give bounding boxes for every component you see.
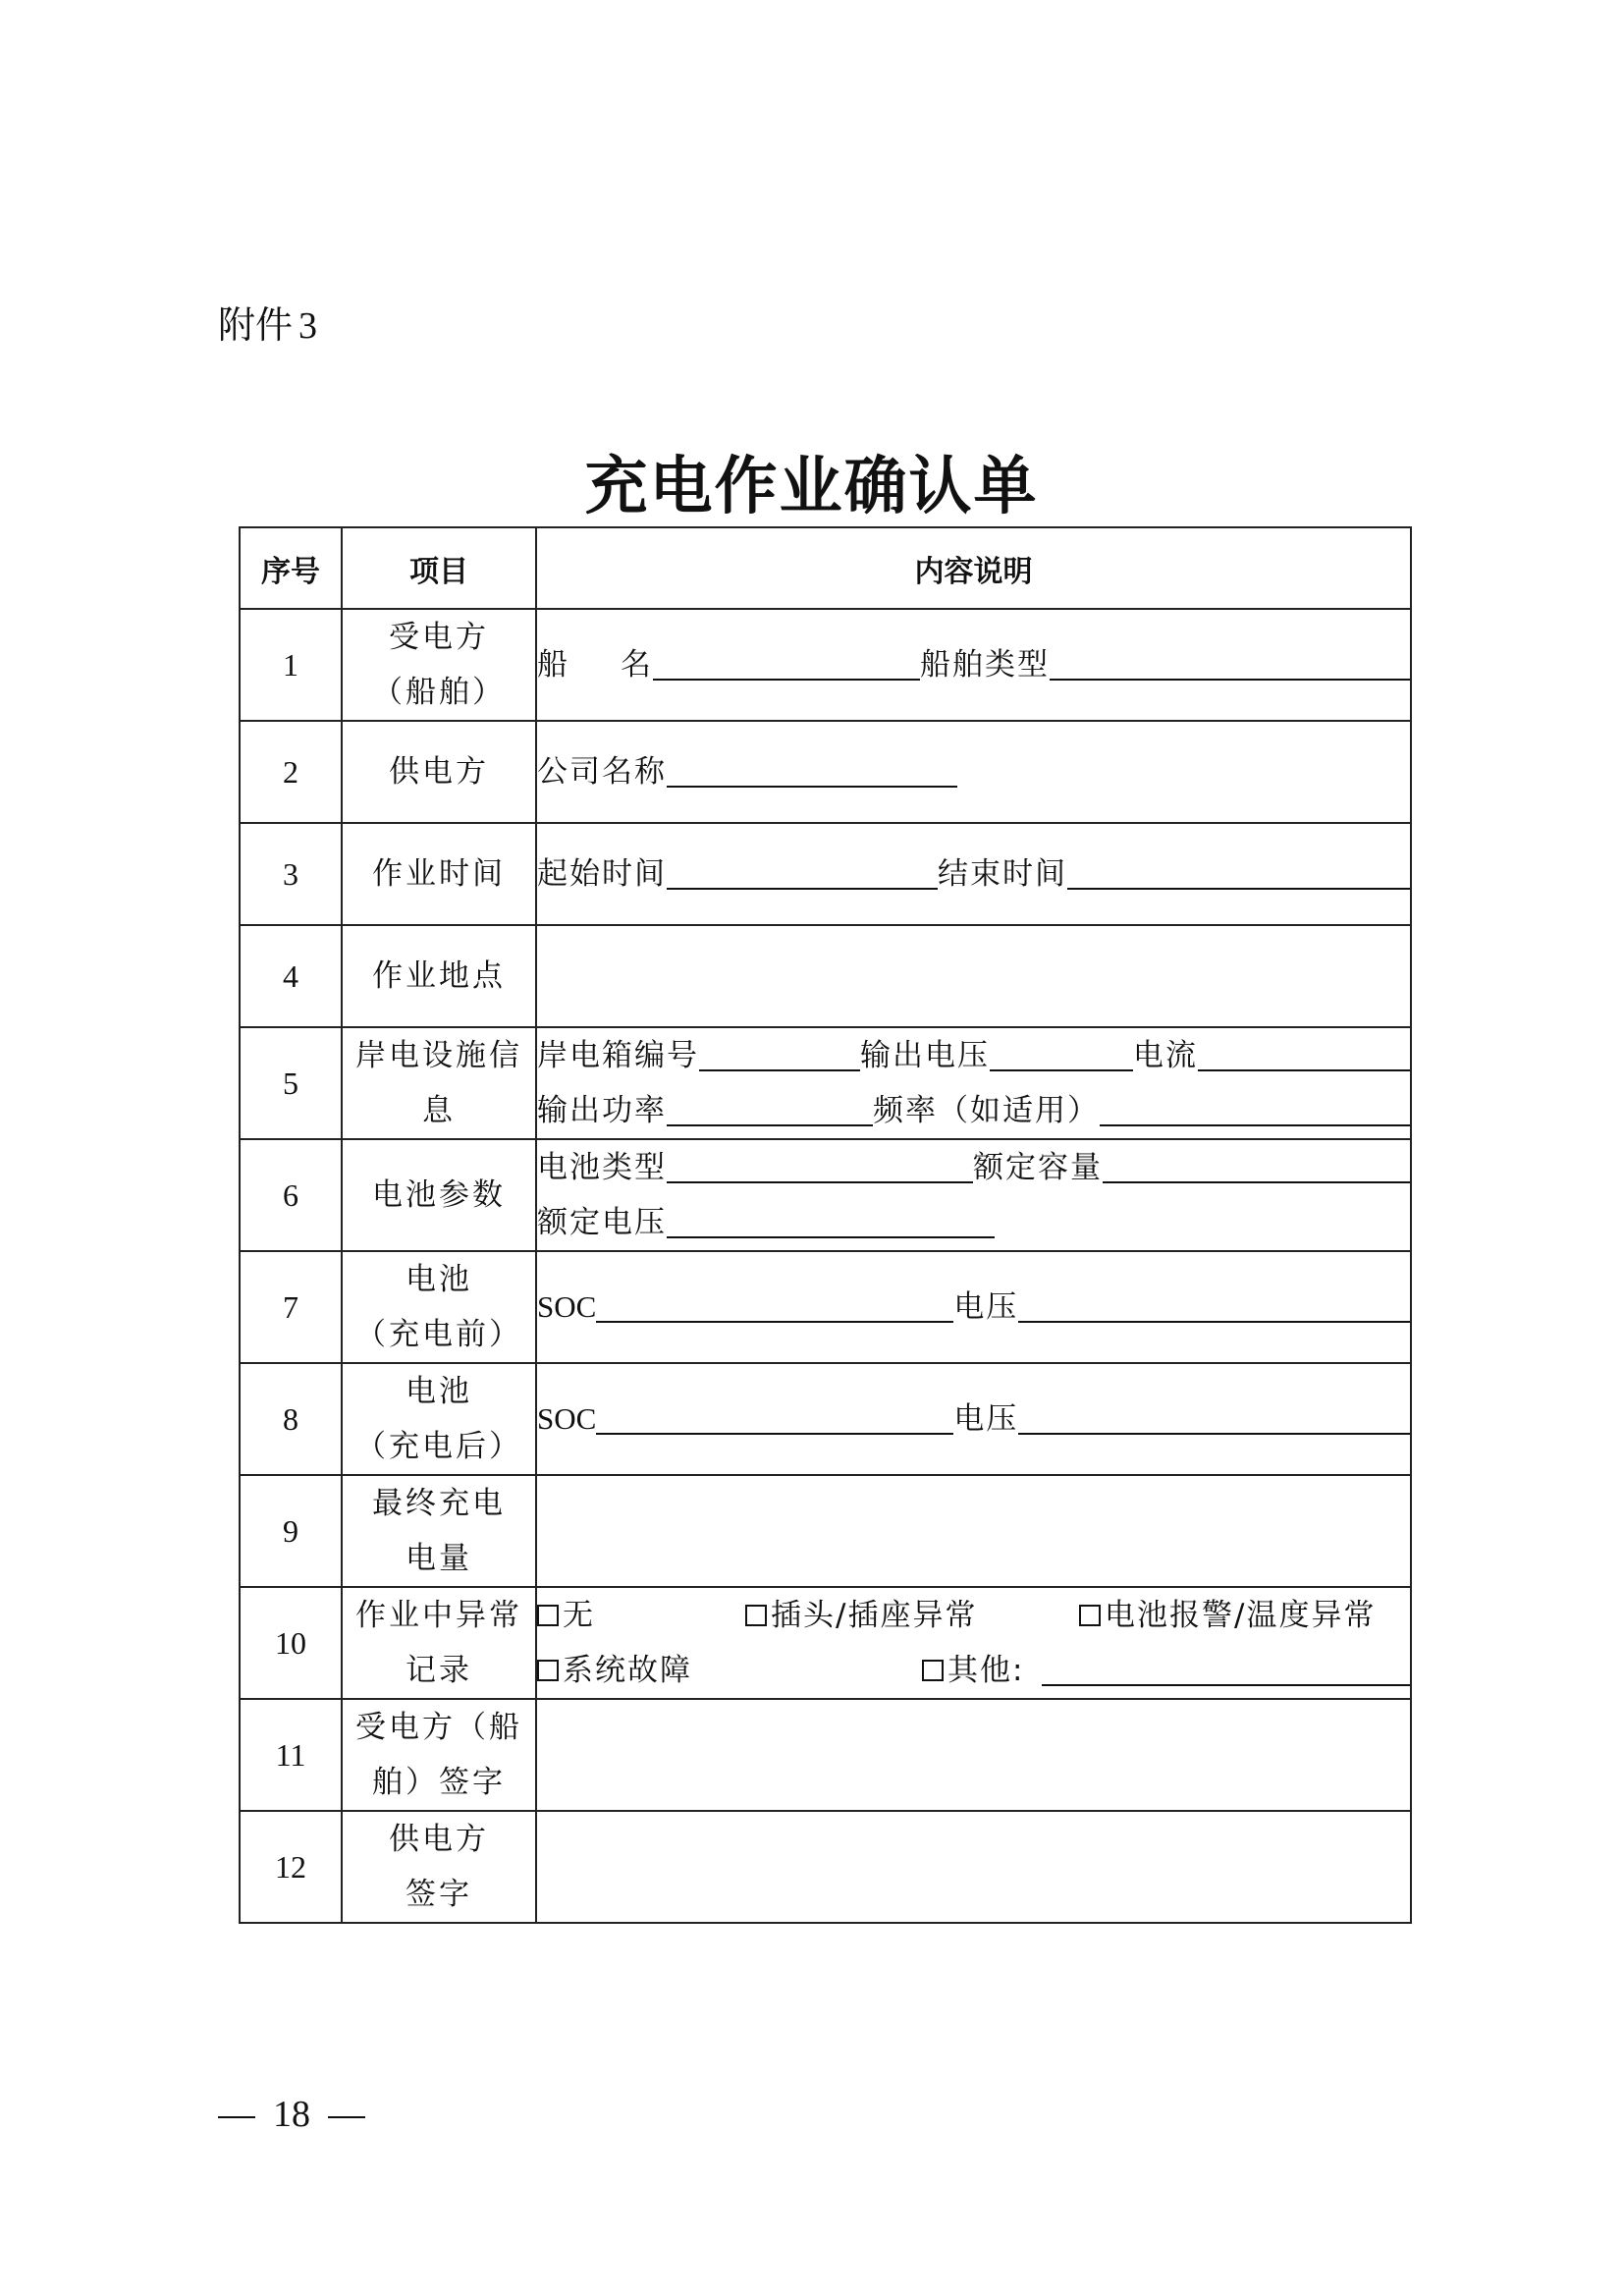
- row-seq: 1: [240, 609, 342, 721]
- other-detail-field[interactable]: [1042, 1647, 1410, 1686]
- field-label: 频率（如适用）: [873, 1093, 1100, 1128]
- row-item: [342, 609, 536, 721]
- table-row: [240, 1475, 1411, 1587]
- table-row: [240, 721, 1411, 823]
- ship-type-field[interactable]: [1050, 641, 1410, 681]
- option-system-fault[interactable]: [537, 1643, 922, 1698]
- field-label: SOC: [537, 1401, 597, 1436]
- item-line: 签字: [406, 1877, 472, 1912]
- table-row: [240, 1027, 1411, 1139]
- row-item: 电池参数: [342, 1139, 536, 1251]
- output-voltage-field[interactable]: [990, 1032, 1133, 1071]
- row-item: 作业地点: [342, 925, 536, 1027]
- option-label: 插头/插座异常: [771, 1598, 978, 1633]
- soc-after-field[interactable]: [596, 1395, 953, 1435]
- option-battery-alarm[interactable]: [1079, 1588, 1376, 1643]
- table-row: [240, 1251, 1411, 1363]
- option-none[interactable]: [537, 1588, 745, 1643]
- field-label: 额定电压: [537, 1205, 667, 1240]
- item-line: 岸电设施信: [355, 1038, 522, 1073]
- page-footer: [218, 2090, 365, 2139]
- field-label: 电压: [953, 1401, 1019, 1437]
- field-label: 岸电箱编号: [537, 1038, 699, 1073]
- table-row: [240, 823, 1411, 925]
- item-line: （充电前）: [355, 1317, 522, 1352]
- soc-before-field[interactable]: [596, 1284, 953, 1323]
- field-label: 船: [537, 647, 569, 683]
- row-item: 供电方: [342, 721, 536, 823]
- item-line: 作业中异常: [355, 1598, 522, 1633]
- checkbox-icon: [537, 1660, 559, 1681]
- row-seq: 9: [240, 1475, 342, 1587]
- item-line: 最终充电: [372, 1486, 506, 1521]
- header-seq: 序号: [240, 527, 342, 609]
- row-item: 作业时间: [342, 823, 536, 925]
- table-row: [240, 1139, 1411, 1251]
- row-item: [342, 1587, 536, 1699]
- header-item: 项目: [342, 527, 536, 609]
- row-seq: 12: [240, 1811, 342, 1923]
- field-label: 结束时间: [938, 856, 1067, 892]
- field-label: SOC: [537, 1289, 597, 1324]
- row-item: [342, 1699, 536, 1811]
- field-label: 船舶类型: [920, 647, 1050, 683]
- option-other[interactable]: [922, 1643, 1024, 1698]
- table-header-row: [240, 527, 1411, 609]
- output-power-field[interactable]: [667, 1087, 873, 1126]
- row-item: [342, 1251, 536, 1363]
- table-row: [240, 1363, 1411, 1475]
- current-field[interactable]: [1198, 1032, 1410, 1071]
- field-label: 名: [621, 647, 653, 683]
- field-label: 额定容量: [973, 1150, 1103, 1185]
- final-charge-field[interactable]: [536, 1475, 1411, 1587]
- table-row: [240, 1587, 1411, 1699]
- page-title: 充电作业确认单: [584, 451, 1039, 523]
- row-seq: 11: [240, 1699, 342, 1811]
- frequency-field[interactable]: [1100, 1087, 1410, 1126]
- checkbox-icon: [922, 1660, 944, 1681]
- table-row: [240, 925, 1411, 1027]
- item-line: 电量: [406, 1541, 472, 1576]
- option-plug-socket[interactable]: [745, 1588, 1079, 1643]
- row-item: [342, 1811, 536, 1923]
- supplier-signature-field[interactable]: [536, 1811, 1411, 1923]
- item-line: 息: [422, 1093, 456, 1128]
- field-label: 电池类型: [537, 1150, 667, 1185]
- row-item: [342, 1027, 536, 1139]
- rated-voltage-field[interactable]: [667, 1199, 995, 1238]
- field-label: 电流: [1133, 1038, 1198, 1073]
- checkbox-icon: [537, 1605, 559, 1626]
- attachment-text: 附件: [218, 303, 294, 347]
- option-label: 无: [563, 1598, 595, 1633]
- item-line: 供电方: [389, 1822, 489, 1857]
- row-content: [536, 1587, 1411, 1699]
- voltage-before-field[interactable]: [1018, 1284, 1410, 1323]
- battery-type-field[interactable]: [667, 1144, 973, 1183]
- row-item: [342, 1475, 536, 1587]
- item-line: （充电后）: [355, 1429, 522, 1464]
- row-seq: 5: [240, 1027, 342, 1139]
- field-label: 电压: [953, 1289, 1019, 1325]
- row-seq: 8: [240, 1363, 342, 1475]
- table-row: [240, 1811, 1411, 1923]
- row-content: [536, 721, 1411, 823]
- option-label: 系统故障: [563, 1653, 692, 1688]
- charging-confirmation-table: [239, 526, 1412, 1924]
- option-label: 电池报警/温度异常: [1105, 1598, 1377, 1633]
- field-label: 公司名称: [537, 754, 667, 790]
- checkbox-icon: [1079, 1605, 1101, 1626]
- item-line: 电池: [406, 1262, 472, 1297]
- page-number: 18: [273, 2094, 310, 2135]
- item-line: 记录: [406, 1653, 472, 1688]
- footer-dash: [218, 2116, 255, 2118]
- voltage-after-field[interactable]: [1018, 1395, 1410, 1435]
- row-content: [536, 1363, 1411, 1475]
- field-label: 输出功率: [537, 1093, 667, 1128]
- end-time-field[interactable]: [1067, 850, 1410, 890]
- row-seq: 4: [240, 925, 342, 1027]
- row-content: [536, 609, 1411, 721]
- table-row: [240, 609, 1411, 721]
- row-seq: 6: [240, 1139, 342, 1251]
- attachment-number: 3: [298, 305, 318, 347]
- receiver-signature-field[interactable]: [536, 1699, 1411, 1811]
- field-label: 输出电压: [860, 1038, 990, 1073]
- row-content: [536, 1027, 1411, 1139]
- header-content: 内容说明: [536, 527, 1411, 609]
- location-field[interactable]: [536, 925, 1411, 1027]
- row-content: [536, 823, 1411, 925]
- option-label: 其他:: [947, 1653, 1025, 1688]
- row-content: [536, 1139, 1411, 1251]
- row-seq: 2: [240, 721, 342, 823]
- company-name-field[interactable]: [667, 748, 957, 788]
- item-line: 受电方（船: [355, 1710, 522, 1745]
- rated-capacity-field[interactable]: [1103, 1144, 1410, 1183]
- row-seq: 7: [240, 1251, 342, 1363]
- checkbox-icon: [745, 1605, 767, 1626]
- footer-dash: [328, 2116, 365, 2118]
- attachment-label: [218, 301, 317, 351]
- table-row: [240, 1699, 1411, 1811]
- item-line: 电池: [406, 1374, 472, 1409]
- box-number-field[interactable]: [699, 1032, 860, 1071]
- item-line: （船舶）: [372, 675, 506, 710]
- start-time-field[interactable]: [667, 850, 938, 890]
- row-content: [536, 1251, 1411, 1363]
- item-line: 受电方: [389, 620, 489, 655]
- item-line: 舶）签字: [372, 1765, 506, 1800]
- row-seq: 10: [240, 1587, 342, 1699]
- row-seq: 3: [240, 823, 342, 925]
- field-label: 起始时间: [537, 856, 667, 892]
- ship-name-field[interactable]: [653, 641, 920, 681]
- row-item: [342, 1363, 536, 1475]
